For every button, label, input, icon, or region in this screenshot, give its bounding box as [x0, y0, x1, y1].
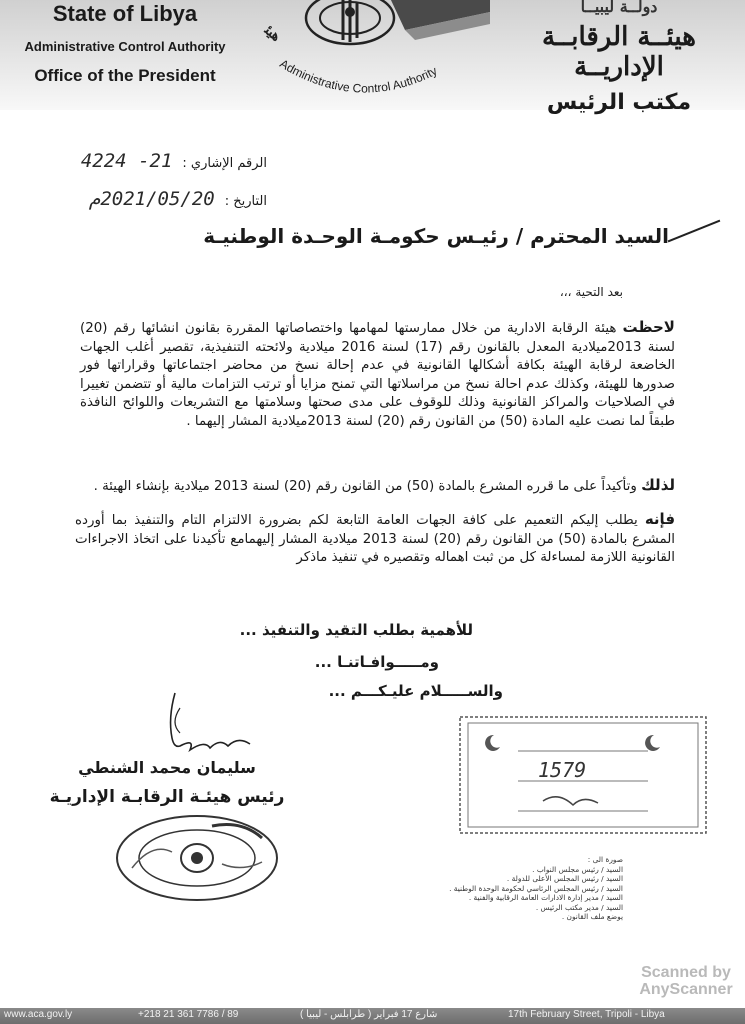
letter-date — [89, 188, 267, 210]
carbon-copy-list — [383, 855, 623, 922]
paragraph-lead: لاحظت — [622, 318, 675, 336]
paragraph-observation — [80, 318, 675, 431]
addressee: السيد المحترم / رئيـس حكومـة الوحـدة الوطنيـة — [203, 224, 669, 248]
paragraph-lead: لذلك — [641, 476, 675, 494]
signer-name: سليمان محمد الشنطي — [78, 758, 256, 777]
logo-english-text: Administrative Control Authority — [277, 56, 440, 96]
paragraph-text: يطلب إليكم التعميم على كافة الجهات العامة التابعة لكم بضرورة الالتزام التام والتنفيذ بما أورده المشرع بالمادة (50) من القانون رقم (20) لسنة 2013 ميلادية المشار إليهمامع تأكيدنا على اتخاذ الاجراءات القانونية اللازمة لمساءلة كل من ثبت اهماله وتقصيره في تنفيذ ماذكر — [75, 513, 675, 565]
cc-item: السيد / رئيس مجلس النواب . — [532, 864, 623, 874]
svg-text:Administrative Control Authori — [277, 56, 439, 95]
arabic-letterhead — [499, 0, 739, 115]
date-label: التاريخ : — [224, 194, 267, 209]
paragraph-text: وتأكيداً على ما قرره المشرع بالمادة (50) من القانون رقم (20) لسنة 2013 ميلادية بإنشاء الهيئة . — [93, 479, 637, 494]
stamp-number: 1579 — [538, 758, 587, 782]
cc-item: السيد / رئيس المجلس الرئاسي لحكومة الوحدة الوطنية . — [449, 883, 623, 893]
state-name-ar: دولــة ليبيــا — [580, 0, 658, 16]
authority-logo — [240, 0, 490, 115]
logo-arabic-text: هيئ — [261, 22, 284, 45]
scanner-line2: AnyScanner — [639, 981, 733, 998]
paragraph-text: هيئة الرقابة الادارية من خلال ممارستها لمهامها واختصاصاتها المقررة بقانون انشائها رقم (20) لسنة 2013ميلادية المعدل بالقانون رقم (17) لسنة 2016 ميلادية ولائحته التنفيذية، تقصير أغلب الجهات الخاضعة لرقابة الهيئة بكافة أشكالها القانونية في عدم إحالة نسخ من محاضر اجتماعاتها وقراراتها فور صدورها للهيئة، وكذلك عدم احالة نسخ من مراسلاتها التي تمنح مزايا أو ترتب التزامات مالية أو تتضمن تغييرا في الصلاحيات والمراكز القانونية وذلك للوقوف على مدى صحتها وسلامتها مع التشريعات واللوائح النافذة طبقاً لما نصت عليه المادة (50) من القانون رقم (20) لسنة 2013ميلادية المشار إليهما . — [80, 321, 675, 429]
addressee-underline — [668, 220, 721, 243]
cc-item: السيد / رئيس المجلس الأعلى للدولة . — [506, 874, 623, 883]
english-letterhead — [10, 0, 240, 86]
state-name-en: State of Libya — [52, 1, 198, 26]
paragraph-therefore — [75, 476, 675, 497]
official-seal — [112, 812, 282, 904]
signer-block — [7, 758, 327, 807]
cc-item: السيد / مدير مكتب الرئيس . — [535, 902, 623, 912]
footer-bar — [0, 1008, 745, 1024]
footer-address-ar: شارع 17 فبراير ( طرابلس - ليبيا ) — [300, 1009, 438, 1020]
handwritten-signature — [150, 688, 270, 763]
signer-title: رئيس هيئـة الرقابـة الإداريـة — [49, 787, 285, 807]
paragraph-lead: فإنه — [644, 510, 676, 528]
svg-text:هيئة الرقابة الإدارية — [240, 0, 284, 45]
closing-line-importance: للأهمية بطلب التقيد والتنفيذ ... — [239, 621, 473, 639]
greeting: بعد التحية ،،، — [559, 285, 623, 299]
registry-stamp — [458, 715, 708, 835]
cc-item: صورة الى : — [587, 855, 623, 864]
date-value: 2021/05/20م — [88, 188, 215, 210]
authority-name-ar: هيئــة الرقابــة الإداريــة — [542, 22, 696, 82]
scanner-line1: Scanned by — [641, 964, 731, 981]
footer-website: www.aca.gov.ly — [4, 1009, 73, 1020]
footer-phone: +218 21 361 7786 / 89 — [138, 1009, 239, 1020]
footer-address-en: 17th February Street, Tripoli - Libya — [508, 1009, 665, 1020]
reference-value: 21- 4224 — [80, 150, 173, 172]
closing-line-inform: ومـــــوافـاتنـا ... — [314, 653, 439, 671]
office-name-ar: مكتب الرئيس — [546, 90, 692, 115]
paragraph-request — [75, 510, 675, 568]
office-name-en: Office of the President — [34, 66, 216, 85]
reference-number — [81, 150, 267, 172]
cc-item: يوضع ملف القانون . — [561, 912, 623, 921]
authority-name-en: Administrative Control Authority — [24, 39, 226, 54]
reference-label: الرقم الإشاري : — [182, 156, 267, 171]
cc-item: السيد / مدير إدارة الادارات العامة الرقابية والفنية . — [468, 893, 623, 902]
scanner-watermark — [631, 964, 741, 999]
closing-line-regards: والســـــلام عليـكـــم ... — [328, 682, 503, 700]
